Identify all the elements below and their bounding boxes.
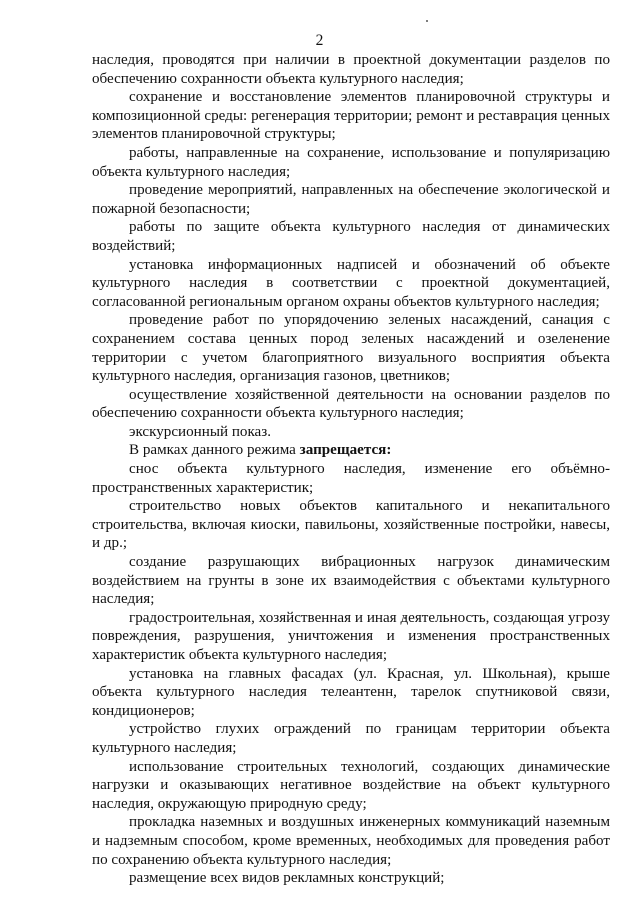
prohibited-item: строительство новых объектов капитального и некапитального строительства, включая киоски, павильоны, хозяйственные постройки, навесы, и др.; — [92, 498, 610, 552]
permitted-item: проведение работ по упорядочению зеленых насаждений, санация с сохранением состава ценных пород зеленых насаждений и озеленение территории с учетом благоприятного визуального восприятия объекта культурного наследия, организация газонов, цветников; — [92, 312, 610, 385]
permitted-item: осуществление хозяйственной деятельности на основании разделов по обеспечению сохранности объекта культурного наследия; — [92, 386, 610, 422]
paragraph-continuation: наследия, проводятся при наличии в проектной документации разделов по обеспечению сохранности объекта культурного наследия; — [92, 52, 610, 87]
permitted-item: работы, направленные на сохранение, использование и популяризацию объекта культурного наследия; — [92, 144, 610, 180]
permitted-item: экскурсионный показ. — [129, 423, 271, 440]
prohibited-item: размещение всех видов рекламных конструкций; — [129, 870, 445, 887]
prohibited-item: устройство глухих ограждений по границам территории объекта культурного наследия; — [92, 721, 610, 756]
prohibited-item: градостроительная, хозяйственная и иная деятельность, создающая угрозу повреждения, разрушения, уничтожения и изменения пространственных характеристик объекта культурного наследия; — [92, 609, 610, 663]
prohibitions-heading-text: В рамках данного режима — [129, 442, 300, 459]
prohibited-item: прокладка наземных и воздушных инженерных коммуникаций наземным и надземным способом, кроме временных, необходимых для проведения работ по сохранению объекта культурного наследия; — [92, 814, 610, 868]
permitted-item: проведение мероприятий, направленных на обеспечение экологической и пожарной безопасности; — [92, 182, 610, 217]
prohibited-item: создание разрушающих вибрационных нагрузок динамическим воздействием на грунты в зоне их взаимодействия с объектами культурного наследия; — [92, 554, 610, 608]
prohibited-item: установка на главных фасадах (ул. Красная, ул. Школьная), крыше объекта культурного наследия телеантенн, тарелок спутниковой связи, кондиционеров; — [92, 665, 610, 719]
prohibited-item: использование строительных технологий, создающих динамические нагрузки и оказывающих негативное воздействие на объект культурного наследия, окружающую природную среду; — [92, 758, 610, 812]
permitted-item: установка информационных надписей и обозначений об объекте культурного наследия в соответствии с проектной документацией, согласованной региональным органом охраны объектов культурного наследия; — [92, 256, 610, 310]
prohibited-item: снос объекта культурного наследия, изменение его объёмно-пространственных характеристик; — [92, 461, 610, 496]
permitted-item: сохранение и восстановление элементов планировочной структуры и композиционной среды: регенерация территории; ремонт и реставрация ценных элементов планировочной структуры; — [92, 89, 610, 143]
page-number: 2 — [315, 32, 324, 49]
document-body — [92, 51, 610, 888]
scan-speck — [426, 20, 428, 22]
permitted-item: работы по защите объекта культурного наследия от динамических воздействий; — [92, 219, 610, 254]
prohibitions-heading — [92, 441, 610, 460]
prohibited-keyword: запрещается: — [299, 442, 392, 459]
